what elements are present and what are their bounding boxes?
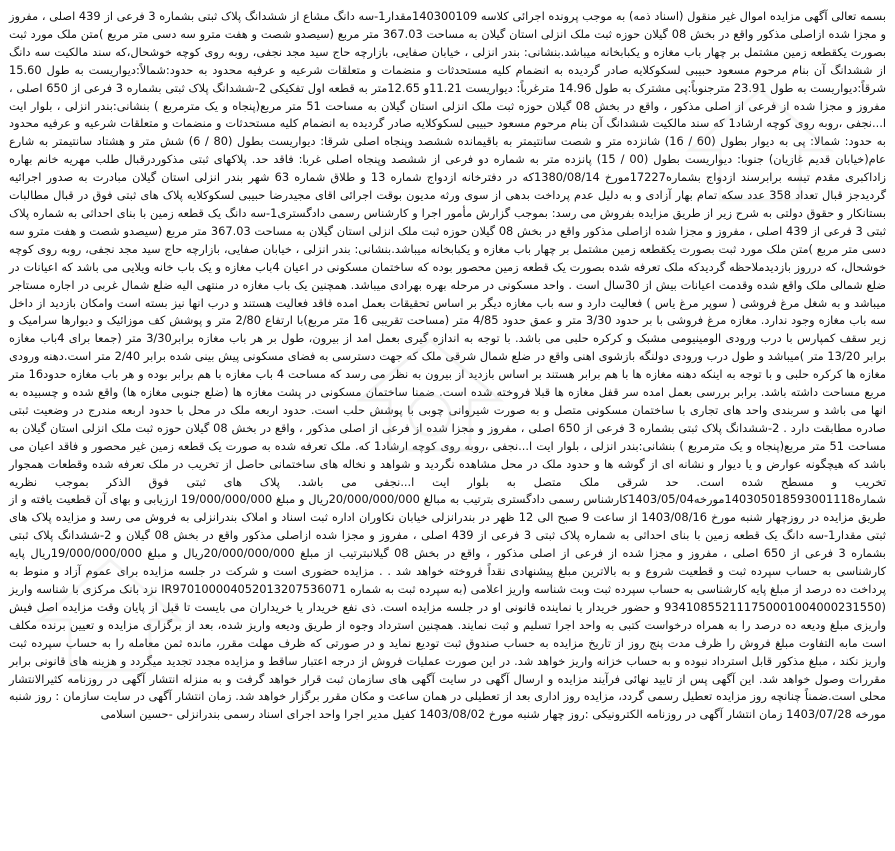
- auction-notice-text: بسمه تعالی آگهی مزایده اموال غیر منقول (اسناد ذمه) به موجب پرونده اجرائی کلاسه 140300109مقدار1-سه دانگ مشاع از ششدانگ پلاک ثبتی بشماره 3 فرعی از 439 اصلی ، مفروز و مجزا شده ازاصلی مذکور واقع در بخش 08 گیلان حوزه ثبت ملک انزلی استان گیلان به مساحت 367.03 متر مربع (سیصدو شصت و هفت مترو سه دسی متر مربع )متن ملک مورد ثبت بصورت یکقطعه زمین مشتمل بر چهار باب مغازه و یکبابخانه میباشد.بنشانی: بندر انزلی ، خیابان صفایی، بازارچه حاج سید مجد نجفی، روبه روی کوچه خوشحال،که سند مالکیت سه دانگ از ششدانگ آن بنام مرحوم مسعود حبیبی لسکوکلایه صادر گردیده به انضمام کلیه مستحدثات و منضمات و متعلقات شرعیه و عرفیه محدود به حدود:شمالاً:دیواریست به طول 15.60 شرقاً:دیواریست به طول 23.91 مترجنوباً:پی مشترک به طول 14.96 مترغرباً: دیواریست 11.21و 12.65متر به قطعه اول تفکیکی 2-ششدانگ پلاک ثبتی بشماره 3 فرعی از 650 اصلی ، مفروز و مجزا شده از فرعی از اصلی مذکور ، واقع در بخش 08 گیلان حوزه ثبت ملک انزلی استان گیلان به مساحت 51 متر مربع(پنجاه و یک مترمربع ) بنشانی:بندر انزلی ، بلوار ایت ا...نجفی ،روبه روی کوچه ارشاد1 که سند مالکیت ششدانگ آن بنام مرحوم مسعود حبیبی لسکوکلایه صادر گردیده به انضمام کلیه مستحدثات و منضمات و متعلقات شرعیه و عرفیه محدود به حدود: شمالا: پی به دیوار بطول (60 / 16) شانزده متر و شصت سانتیمتر به باقیمانده ششصد وپنجاه اصلی شرقا: دیواریست بطول (80 / 6) شش متر و هشتاد سانتیمتر به شارع عام(خیابان قدیم غازیان) جنوبا: دیواریست بطول (00 / 15) پانزده متر به شماره دو فرعی از ششصد وپنجاه اصلی غربا: فاقد حد. پلاکهای ثبتی مذکوردرقبال طلب مهریه خانم بهاره زاداکبری مقدم تیسه برابرسند ازدواج بشماره17227مورخ 1380/08/14که در دفترخانه ازدواج شماره 13 و طلاق شماره 63 شهر بندر انزلی استان گیلان مبادرت به صدور اجرائیه گردیدجز قبال تعداد 358 عدد سکه تمام بهار آزادی و به دلیل عدم پرداخت بدهی از سوی ورثه مدیون بوقت اجرائی اقای مجیدرضا حبیبی لسکوکلایه پلاک های ثبتی فوق در قبال مطالبات بستانکار و حقوق دولتی به شرح زیر از طریق مزایده بفروش می رسد: بموجب گزارش مأمور اجرا و کارشناس رسمی دادگستری1-سه دانگ یک قطعه زمین با بنای احداثی به شماره پلاک ثبتی 3 فرعی از 439 اصلی ، مفروز و مجزا شده ازاصلی مذکور واقع در بخش 08 گیلان حوزه ثبت ملک انزلی استان گیلان به مساحت 367.03 متر مربع (سیصدو شصت و هفت مترو سه دسی متر مربع )متن ملک مورد ثبت بصورت یکقطعه زمین مشتمل بر چهار باب مغازه و یکبابخانه میباشد.بنشانی: بندر انزلی ، خیابان صفایی، بازارچه حاج سید مجد نجفی، روبه روی کوچه خوشحال، که درروز بازدیدملاحظه گردیدکه ملک تعرفه شده بصورت یک قطعه زمین محصور بوده که ساختمان مسکونی در اعیان 4باب مغازه و یک باب خانه ویلایی می باشد که اعیانات در ضلع شمالی ملک واقع شده وقدمت اعیانات بیش از 30سال است . واحد مسکونی در مرحله بهره بهرادی میباشد. همچنین یک باب مغازه در منتهی الیه ضلع شمال غربی در اجاره مستاجر میباشد و به شغل مرغ فروشی ( سوپر مرغ یاس ) فعالیت دارد و سه باب مغازه دیگر بر اساس تحقیقات بعمل امده فاقد فعالیت هستند و درب انها نیز بسته است وامکان بازدید از داخل سه باب مغازه وجود ندارد. مغازه مرغ فروشی با بر حدود 3/30 متر و عمق حدود 4/85 متر (مساحت تقریبی 16 متر مربع)با ارتفاع 2/80 متر و پوشش کف موزائیک و دیوارها سرامیک و زیر سقف کمپارس با درب ورودی الومینیومی مشبک و کرکره حلبی می باشد. با توجه به اندازه گیری بعمل امد از بیرون، طول بر هر باب مغازه برابر3/30 متر (جمعا برای 4باب مغازه برابر 13/20 متر )میباشد و طول درب ورودی دولنگه بازشوی اهنی واقع در ضلع شمال شرقی ملک که جهت دسترسی به فضای مسکونی پیش بینی شده برابر 2/40 متر است.دهنه ورودی مغازه ها کرکره حلبی و با توجه به اینکه دهنه مغازه ها با هم برابر هستند بر اساس بازدید از بیرون به نظر می رسد که مساحت 4 باب مغازه با هم برابر بوده و هر باب مغازه حدود16 متر مربع مساحت داشته باشد. برابر بررسی بعمل امده سر قفل مغازه ها قبلا فروخته شده است. ضمنا ساختمان مسکونی در پشت مغازه ها (ضلع جنوبی مغازه ها) واقع شده و چسبیده به انها می باشد و سربندی واحد های تجاری با ساختمان مسکونی متصل و به صورت شیروانی چوبی با پوشش حلب است. حدود اربعه ملک در محل با حدود اربعه مندرج در وضعیت ثبتی صادره مطابقت دارد . 2-ششدانگ پلاک ثبتی بشماره 3 فرعی از 650 اصلی ، مفروز و مجزا شده از فرعی از اصلی مذکور ، واقع در بخش 08 گیلان حوزه ثبت ملک انزلی استان گیلان به مساحت 51 متر مربع(پنجاه و یک مترمربع ) بنشانی:بندر انزلی ، بلوار ایت ا...نجفی ،روبه روی کوچه ارشاد1 که. ملک تعرفه شده به صورت یک قطعه زمین غیر محصور و فاقد اعیان می باشد که هیچگونه عوارض و یا دیوار و نشانه ای از گوشه ها و حدود ملک در محل مشاهده نگردید و شواهد و نخاله های ساختمانی حاصل از تخریب در ملک تعرفه شده وقطعات همجوار تخریب و مسطح شده است. حد شرقی ملک متصل به بلوار ایت ا...نجفی می باشد. پلاک های ثبتی فوق الذکر بموجب نظریه شماره140305018593001118مورخه1403/05/04کارشناس رسمی دادگستری بترتیب به مبالغ 20/000/000/000ریال و مبلغ 19/000/000/000 ارزیابی و بهای آن قطعیت یافته و از طریق مزایده در روزچهار شنبه مورخ 1403/08/16 از ساعت 9 صبح الی 12 ظهر در بندرانزلی خیابان نکاوران اداره ثبت اسناد و املاک بندرانزلی به فروش می رسد و مزایده پلاک های ثبتی مقدار1-سه دانگ یک قطعه زمین با بنای احداثی به شماره پلاک ثبتی 3 فرعی از 439 اصلی ، مفروز و مجزا شده ازاصلی مذکور واقع در بخش 08 گیلان و 2-ششدانگ پلاک ثبتی بشماره 3 فرعی از 650 اصلی ، مفروز و مجزا شده از فرعی از اصلی مذکور ، واقع در بخش 08 گیلانبترتیب از مبلغ 20/000/000/000ریال و مبلغ 19/000/000/000ریال پایه کارشناسی به حساب سپرده ثبت و قطعیت شروع و به بالاترین مبلغ پیشنهادی نقداً فروخته خواهد شد . . مزایده حضوری است و شرکت در جلسه مزایده برای عموم آزاد و منوط به پرداخت ده درصد از مبلغ پایه کارشناسی به حساب سپرده ثبت وبت شناسه واریز اعلامی (به سپرده ثبت به شماره IR970100004052013207536071 نزد بانک مرکزی با شناسه واریز (934108552111750001004000231550 و حضور خریدار یا نماینده قانونی او در جلسه مزایده است. ذی نفع خریدار یا خریداران می بایست تا قبل از پایان وقت مزایده اصل فیش واریزی مبلغ ودیعه ده درصد را به همراه درخواست کتبی به واحد اجرا تسلیم و ثبت نمایند. همچنین استرداد وجوه از طریق ودیعه واریز شده، بعد از برگزاری مزایده و تعیین برنده مکلف است مابه التفاوت مبلغ فروش را ظرف مدت پنج روز از تاریخ مزایده به حساب صندوق ثبت تودیع نماید و در صورتی که ظرف مهلت مقرر، مانده ثمن معامله را به حساب سپرده ثبت واریز نکند ، مبلغ مذکور قابل استرداد نبوده و به حساب خزانه واریز خواهد شد. در این صورت عملیات فروش از درجه اعتبار ساقط و مزایده مجدد تجدید میگردد و هزینه های قانونی برابر مقررات وصول خواهد شد. این آگهی پس از تایید نهائی فرآیند مزایده و ارسال آگهی در سایت آگهی های سازمان ثبت قرار خواهد گرفت و به منزله انتشار آگهی در روزنامه کثیرالانتشار محلی است.ضمناً چنانچه روز مزایده تعطیل رسمی گردد، مزایده روز اداری بعد از تعطیلی در همان ساعت و مکان مقرر برگزار خواهد شد. زمان انتشار آگهی در سایت سازمان : روز شنبه مورخه 1403/07/28 زمان انتشار آگهی در روزنامه الکترونیکی :روز چهار شنبه مورخ 1403/08/02 کفیل مدیر اجرا واحد اجرای اسناد رسمی بندرانزلی -حسین اسلامی: [9, 9, 887, 722]
